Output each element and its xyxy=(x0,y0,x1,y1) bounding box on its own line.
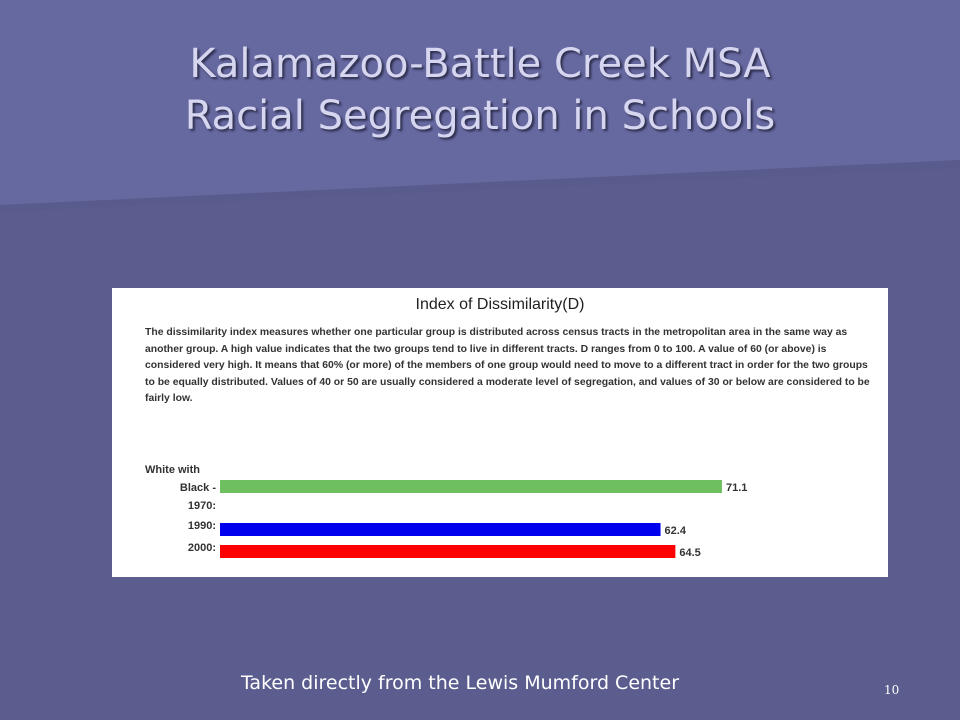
group-label-line-2: Black - xyxy=(179,482,216,494)
chart-panel xyxy=(112,288,888,577)
group-label-line-1: White with xyxy=(145,464,200,476)
bar-value-label-2: 64.5 xyxy=(679,547,701,559)
source-footer: Taken directly from the Lewis Mumford Center xyxy=(240,672,680,694)
slide-title-line-1: Kalamazoo-Battle Creek MSA xyxy=(189,41,771,87)
bar-value-label-0: 71.1 xyxy=(725,482,748,494)
category-label-2: 2000: xyxy=(187,542,216,554)
category-label-1: 1990: xyxy=(187,520,216,532)
bar-2000 xyxy=(220,545,675,558)
chart-title: Index of Dissimilarity(D) xyxy=(415,296,585,313)
slide-title-line-2: Racial Segregation in Schools xyxy=(184,93,776,139)
chart-description: The dissimilarity index measures whether one particular group is distributed across census tracts in the metropolitan area in the same way as another group. A high value indicates that the two groups tend to live in different tracts. D ranges from 0 to 100. A value of 60 (or above) is considered very high. It means that 60% (or more) of the members of one group would need to move to a different tract in order for the two groups to be equally distributed. Values of 40 or 50 are usually considered a moderate level of segregation, and values of 30 or below are considered to be fairly low. xyxy=(145,327,870,404)
slide-title xyxy=(0,38,960,142)
bar-value-label-1: 62.4 xyxy=(664,525,686,537)
bar-1970 xyxy=(220,480,722,493)
slide-number: 10 xyxy=(884,683,900,697)
category-label-0: 1970: xyxy=(187,500,216,512)
dissimilarity-bar-chart xyxy=(112,458,888,568)
bar-1990 xyxy=(220,523,661,536)
